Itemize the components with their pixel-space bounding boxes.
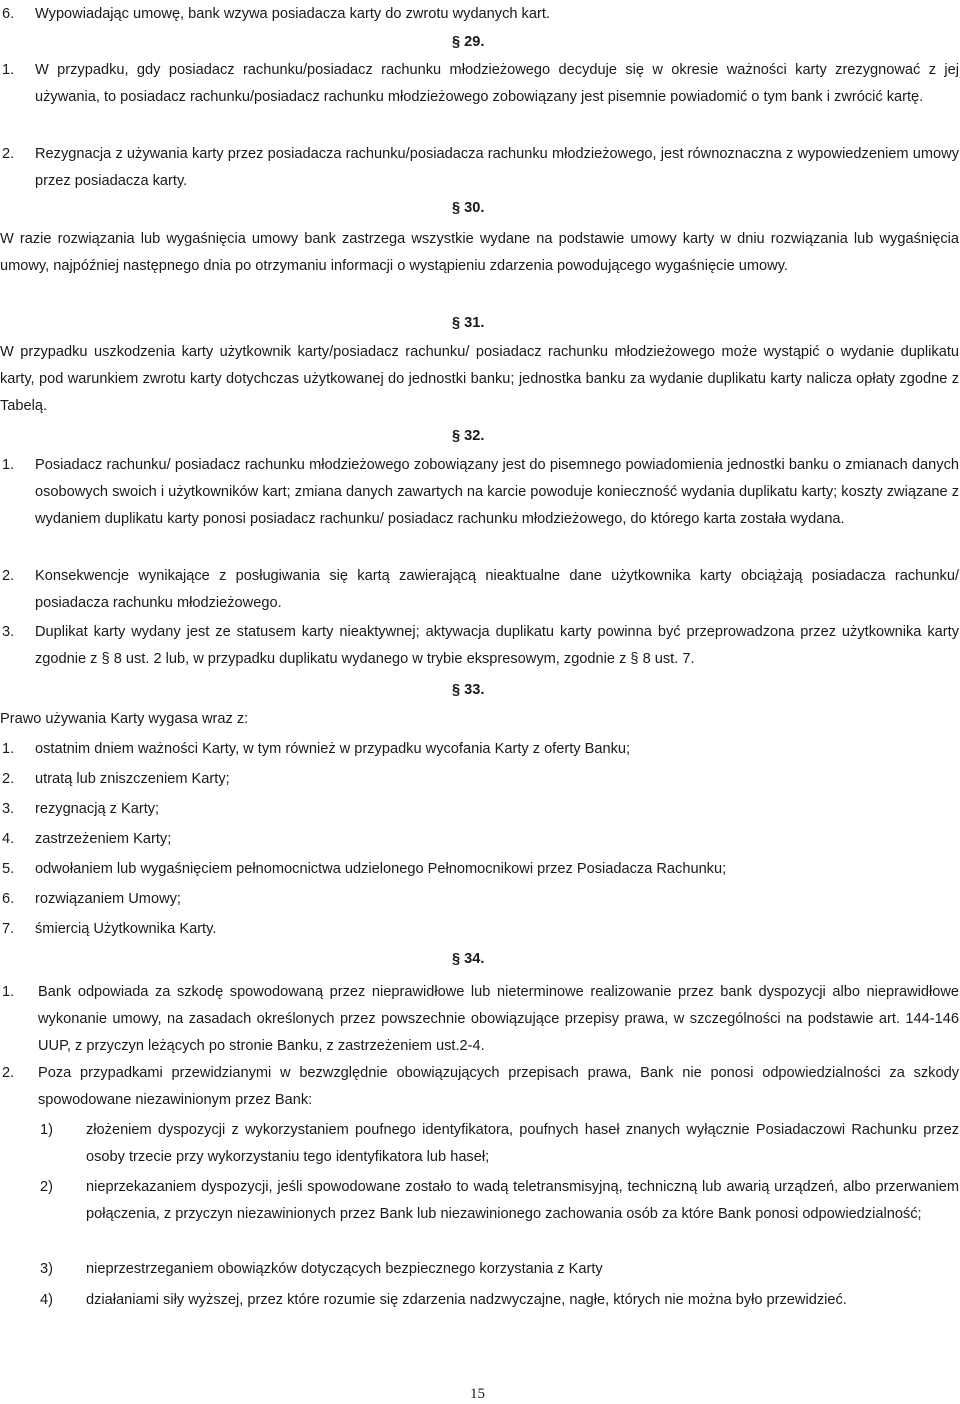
item-text: utratą lub zniszczeniem Karty; bbox=[35, 771, 230, 787]
item-number: 3. bbox=[2, 801, 15, 817]
item-text: Posiadacz rachunku/ posiadacz rachunku młodzieżowego zobowiązany jest do pisemnego powiadomienia jednostki banku o zmianach danych osobowych swoich i użytkowników kart; zmiana danych zawartych na karcie powoduje konieczność wydania duplikatu karty; koszty związane z wydaniem duplikatu karty ponosi posiadacz rachunku/ posiadacz rachunku młodzieżowego, do którego karta została wydana. bbox=[35, 457, 959, 527]
subitem-number: 1) bbox=[40, 1122, 53, 1138]
item-number: 6. bbox=[2, 891, 15, 907]
item-number: 7. bbox=[2, 921, 15, 937]
page-number: 15 bbox=[470, 1386, 485, 1402]
item-text: Bank odpowiada za szkodę spowodowaną przez nieprawidłowe lub nieterminowe realizowanie przez bank dyspozycji albo nieprawidłowe wykonanie umowy, na zasadach określonych przez powszechnie obowiązujące przepisy prawa, w szczególności na podstawie art. 144-146 UUP, z przyczyn leżących po stronie Banku, z zastrzeżeniem ust.2-4. bbox=[38, 984, 959, 1054]
item-text: odwołaniem lub wygaśnięciem pełnomocnictwa udzielonego Pełnomocnikowi przez Posiadacza Rachunku; bbox=[35, 861, 727, 877]
section-heading-31: § 31. bbox=[452, 315, 485, 331]
paragraph-text: W razie rozwiązania lub wygaśnięcia umowy bank zastrzega wszystkie wydane na podstawie umowy karty w dniu rozwiązania lub wygaśnięcia umowy, najpóźniej następnego dnia po otrzymaniu informacji o wystąpieniu zdarzenia powodującego wygaśnięcie umowy. bbox=[0, 231, 959, 274]
subitem-number: 2) bbox=[40, 1179, 53, 1195]
item-text: Poza przypadkami przewidzianymi w bezwzględnie obowiązujących przepisach prawa, Bank nie ponosi odpowiedzialności za szkody spowodowane niezawinionym przez Bank: bbox=[38, 1065, 959, 1108]
item-text: W przypadku, gdy posiadacz rachunku/posiadacz rachunku młodzieżowego decyduje się w okresie ważności karty zrezygnować z jej używania, to posiadacz rachunku/posiadacz rachunku młodzieżowego zobowiązany jest pisemnie powiadomić o tym bank i zwrócić kartę. bbox=[35, 62, 959, 105]
item-number: 1. bbox=[2, 984, 15, 1000]
section-heading-33: § 33. bbox=[452, 682, 485, 698]
item-number: 1. bbox=[2, 457, 15, 473]
item-number: 2. bbox=[2, 568, 15, 584]
item-number: 2. bbox=[2, 1065, 15, 1081]
paragraph-text: W przypadku uszkodzenia karty użytkownik karty/posiadacz rachunku/ posiadacz rachunku młodzieżowego może wystąpić o wydanie duplikatu karty, pod warunkiem zwrotu karty dotychczas użytkowanej do jednostki banku; jednostka banku za wydanie duplikatu karty nalicza opłaty zgodne z Tabelą. bbox=[0, 344, 959, 414]
section-heading-29: § 29. bbox=[452, 34, 485, 50]
item-text: Konsekwencje wynikające z posługiwania się kartą zawierającą nieaktualne dane użytkownika karty obciążają posiadacza rachunku/ posiadacza rachunku młodzieżowego. bbox=[35, 568, 959, 611]
item-text: Duplikat karty wydany jest ze statusem karty nieaktywnej; aktywacja duplikatu karty powinna być przeprowadzona przez użytkownika karty zgodnie z § 8 ust. 2 lub, w przypadku duplikatu wydanego w trybie ekspresowym, zgodnie z § 8 ust. 7. bbox=[35, 624, 959, 667]
item-text: zastrzeżeniem Karty; bbox=[35, 831, 172, 847]
subitem-text: złożeniem dyspozycji z wykorzystaniem poufnego identyfikatora, poufnych haseł znanych wyłącznie Posiadaczowi Rachunku przez osoby trzecie przy wykorzystaniu tego identyfikatora lub haseł; bbox=[86, 1122, 959, 1165]
subitem-number: 4) bbox=[40, 1292, 53, 1308]
item-text: Rezygnacja z używania karty przez posiadacza rachunku/posiadacza rachunku młodzieżowego, jest równoznaczna z wypowiedzeniem umowy przez posiadacza karty. bbox=[35, 146, 959, 189]
section-heading-34: § 34. bbox=[452, 951, 485, 967]
item-number: 3. bbox=[2, 624, 15, 640]
item-number: 2. bbox=[2, 146, 15, 162]
subitem-number: 3) bbox=[40, 1261, 53, 1277]
item-text: rezygnacją z Karty; bbox=[35, 801, 160, 817]
subitem-text: nieprzestrzeganiem obowiązków dotyczących bezpiecznego korzystania z Karty bbox=[86, 1261, 603, 1277]
section-heading-32: § 32. bbox=[452, 428, 485, 444]
subitem-text: nieprzekazaniem dyspozycji, jeśli spowodowane zostało to wadą teletransmisyjną, techniczną lub awarią urządzeń, albo przerwaniem połączenia, z przyczyn niezawinionych przez Bank lub niezawinionego zachowania osób za które Bank ponosi odpowiedzialność; bbox=[86, 1179, 959, 1222]
item-number: 1. bbox=[2, 62, 15, 78]
item-number: 6. bbox=[2, 6, 15, 22]
intro-text: Prawo używania Karty wygasa wraz z: bbox=[0, 711, 249, 727]
item-number: 5. bbox=[2, 861, 15, 877]
item-text: rozwiązaniem Umowy; bbox=[35, 891, 181, 907]
section-heading-30: § 30. bbox=[452, 200, 485, 216]
item-number: 4. bbox=[2, 831, 15, 847]
item-text: śmiercią Użytkownika Karty. bbox=[35, 921, 217, 937]
item-text: ostatnim dniem ważności Karty, w tym również w przypadku wycofania Karty z oferty Banku; bbox=[35, 741, 631, 757]
item-number: 1. bbox=[2, 741, 15, 757]
item-text: Wypowiadając umowę, bank wzywa posiadacza karty do zwrotu wydanych kart. bbox=[35, 6, 550, 22]
item-number: 2. bbox=[2, 771, 15, 787]
subitem-text: działaniami siły wyższej, przez które rozumie się zdarzenia nadzwyczajne, nagłe, których nie można było przewidzieć. bbox=[86, 1292, 847, 1308]
